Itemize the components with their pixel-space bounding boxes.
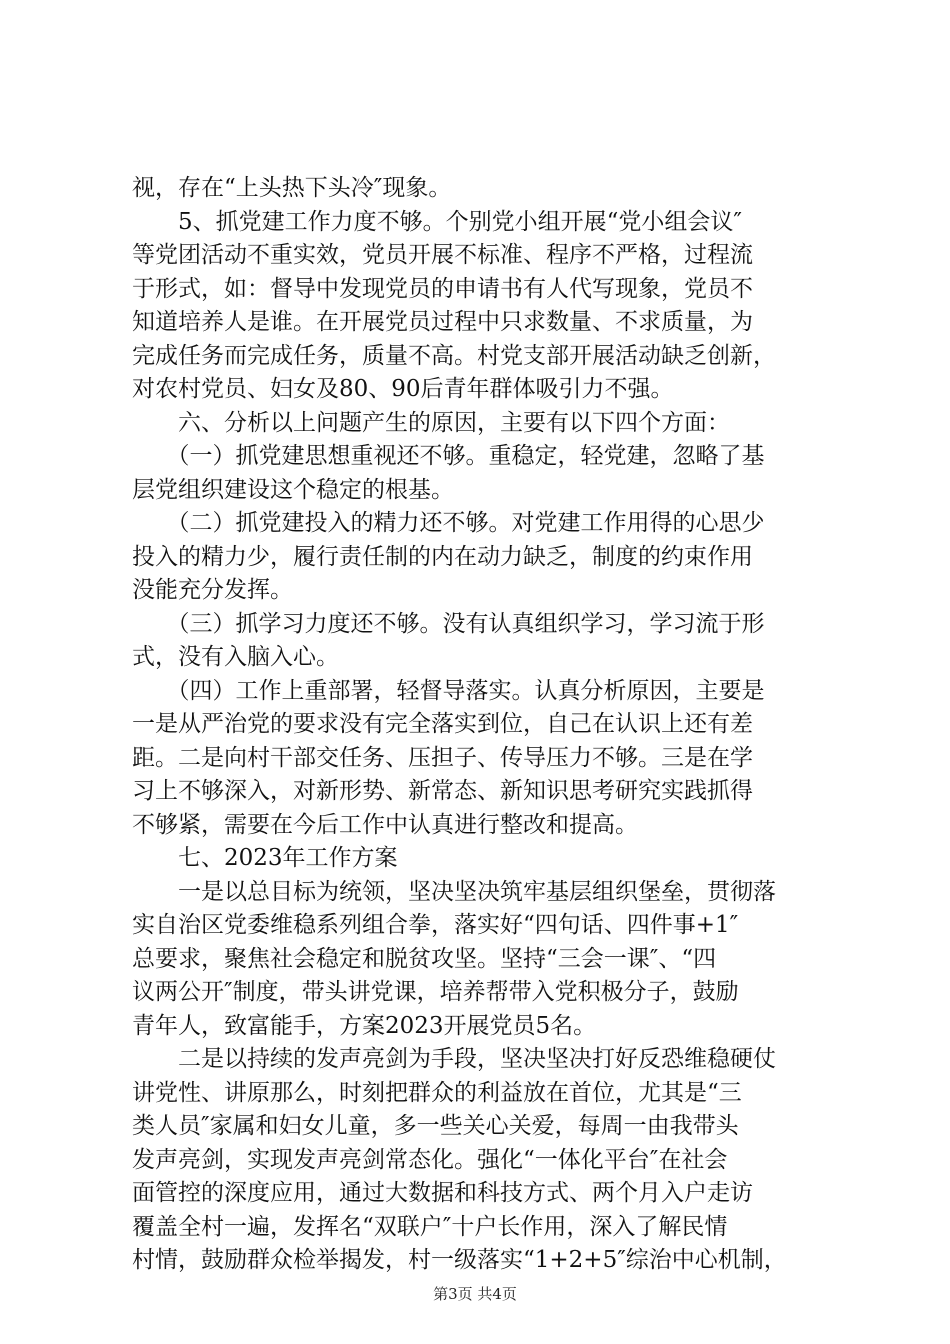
text-line: 视，存在“上头热下头冷″现象。 — [132, 175, 452, 201]
text-line: 等党团活动不重实效，党员开展不标准、程序不严格，过程流 — [132, 242, 753, 268]
text-line: 没能充分发挥。 — [132, 577, 293, 603]
text-line: （一）抓党建思想重视还不够。重稳定，轻党建，忽略了基 — [132, 443, 765, 469]
text-line: 不够紧，需要在今后工作中认真进行整改和提高。 — [132, 811, 638, 838]
text-line: 一是以总目标为统领，坚决坚决筑牢基层组织堡垒，贯彻落 — [132, 878, 776, 905]
text-line: 5、抓党建工作力度不够。个别党小组开展“党小组会议″ — [132, 208, 742, 235]
text-line: 议两公开″制度，带头讲党课，培养帮带入党积极分子，鼓励 — [132, 979, 739, 1005]
page-number: 第3页 共4页 — [433, 1285, 517, 1303]
text-line: 六、分析以上问题产生的原因，主要有以下四个方面： — [132, 409, 730, 436]
text-line: 完成任务而完成任务，质量不高。村党支部开展活动缺乏创新， — [132, 342, 776, 369]
text-line: （三）抓学习力度还不够。没有认真组织学习，学习流于形 — [132, 610, 765, 637]
text-line: 距。二是向村干部交任务、压担子、传导压力不够。三是在学 — [132, 744, 753, 771]
text-line: 七、2023年工作方案 — [132, 845, 398, 871]
text-line: 于形式，如：督导中发现党员的申请书有人代写现象，党员不 — [132, 275, 753, 302]
text-line: 发声亮剑，实现发声亮剑常态化。强化“一体化平台″在社会 — [132, 1146, 728, 1173]
text-line: 青年人，致富能手，方案2023开展党员5名。 — [132, 1012, 597, 1039]
text-line: 总要求，聚焦社会稳定和脱贫攻坚。坚持“三会一课″、“四 — [132, 945, 717, 972]
text-line: 式，没有入脑入心。 — [132, 644, 339, 670]
text-line: 讲党性、讲原那么，时刻把群众的利益放在首位，尤其是“三 — [132, 1079, 742, 1106]
text-line: 对农村党员、妇女及80、90后青年群体吸引力不强。 — [132, 376, 674, 402]
text-line: 习上不够深入，对新形势、新常态、新知识思考研究实践抓得 — [132, 778, 753, 804]
text-line: （二）抓党建投入的精力还不够。对党建工作用得的心思少 — [132, 510, 765, 536]
text-line: 二是以持续的发声亮剑为手段，坚决坚决打好反恐维稳硬仗 — [132, 1046, 776, 1072]
text-line: 知道培养人是谁。在开展党员过程中只求数量、不求质量，为 — [132, 309, 753, 335]
document-body — [132, 172, 832, 1278]
text-line: 一是从严治党的要求没有完全落实到位，自己在认识上还有差 — [132, 711, 753, 737]
text-line: 类人员″家属和妇女儿童，多一些关心关爱，每周一由我带头 — [132, 1113, 739, 1139]
page-footer — [0, 1284, 950, 1304]
text-line: 投入的精力少，履行责任制的内在动力缺乏，制度的约束作用 — [132, 543, 753, 570]
text-line: （四）工作上重部署，轻督导落实。认真分析原因，主要是 — [132, 677, 765, 704]
text-line: 覆盖全村一遍，发挥名“双联户″十户长作用，深入了解民情 — [132, 1213, 728, 1240]
text-line: 面管控的深度应用，通过大数据和科技方式、两个月入户走访 — [132, 1180, 753, 1206]
text-line: 层党组织建设这个稳定的根基。 — [132, 476, 454, 503]
text-line: 村情，鼓励群众检举揭发，村一级落实“1+2+5″综治中心机制， — [132, 1247, 787, 1273]
text-line: 实自治区党委维稳系列组合拳，落实好“四句话、四件事+1″ — [132, 912, 739, 938]
